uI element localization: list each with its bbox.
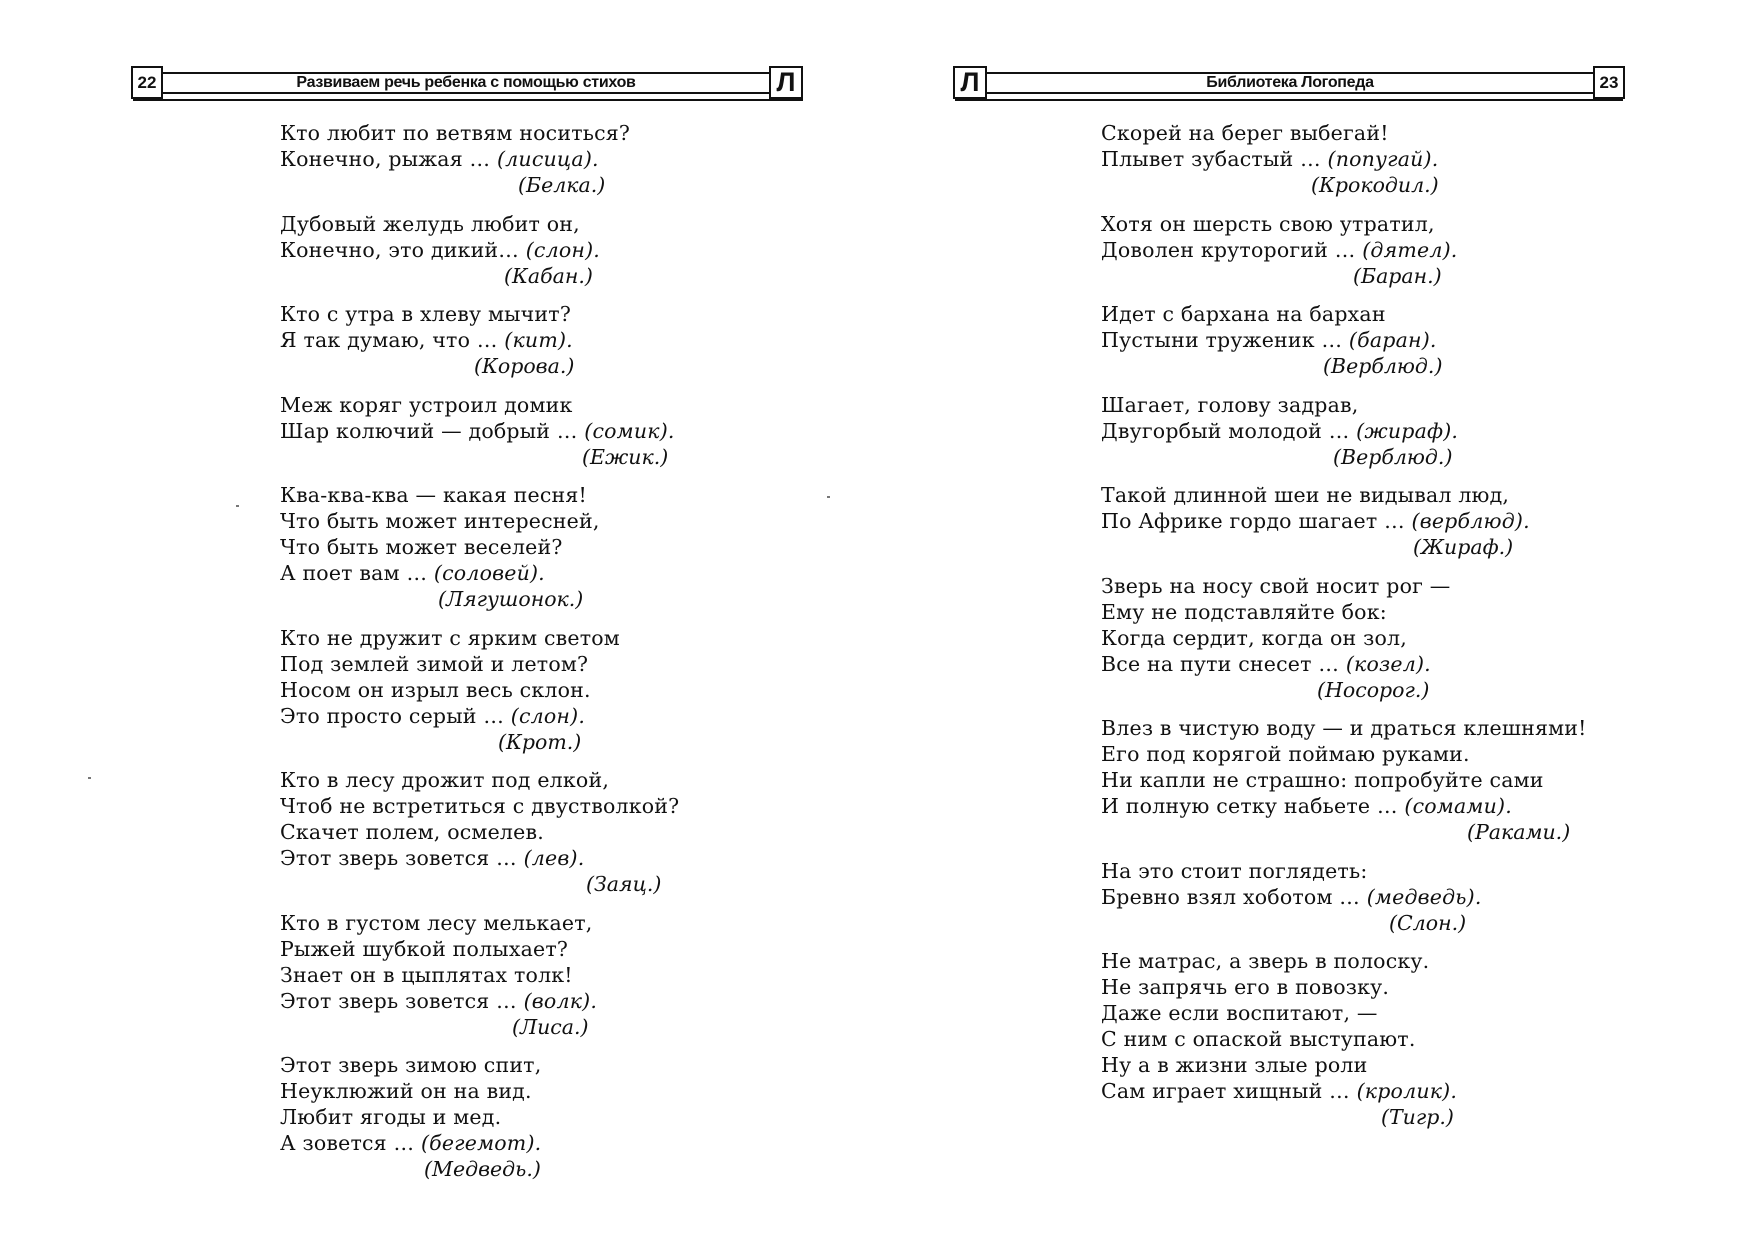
verse bbox=[1101, 573, 1701, 703]
verse-line: Кто в густом лесу мелькает, bbox=[280, 910, 593, 935]
verse-column bbox=[1101, 120, 1701, 1143]
verse-line bbox=[280, 146, 800, 172]
scan-speck bbox=[827, 496, 830, 498]
verse-line: Хотя он шерсть свою утратил, bbox=[1101, 211, 1435, 236]
verse bbox=[280, 910, 800, 1040]
verse-line: Чтоб не встретиться с двустволкой? bbox=[280, 794, 680, 818]
verse-line bbox=[280, 418, 800, 444]
verse-line-text: Пустыни труженик … bbox=[1101, 328, 1343, 352]
verse-line bbox=[280, 327, 800, 353]
verse-line bbox=[1101, 793, 1701, 819]
verse-answer: (Ежик.) bbox=[582, 444, 669, 469]
verse-line-text: Шар колючий — добрый … bbox=[280, 418, 578, 443]
verse bbox=[280, 120, 800, 198]
verse-answer: (Верблюд.) bbox=[1323, 354, 1443, 378]
verse bbox=[280, 1052, 800, 1182]
verse-line bbox=[280, 703, 800, 729]
verse-line: Что быть может веселей? bbox=[280, 535, 563, 559]
wrong-guess: (дятел). bbox=[1362, 237, 1458, 262]
page-number: 22 bbox=[131, 66, 163, 99]
verse-line-text: Конечно, это дикий… bbox=[280, 237, 519, 262]
verse bbox=[280, 392, 800, 470]
running-title: Развиваем речь ребенка с помощью стихов bbox=[163, 72, 769, 94]
verse-line bbox=[280, 845, 800, 871]
verse-line: Кто в лесу дрожит под елкой, bbox=[280, 768, 610, 792]
verse-line: С ним с опаской выступают. bbox=[1101, 1027, 1416, 1051]
verse-line: Кто любит по ветвям носиться? bbox=[280, 121, 631, 145]
verse-line: Рыжей шубкой полыхает? bbox=[280, 936, 569, 961]
verse-answer: (Верблюд.) bbox=[1333, 444, 1453, 469]
verse bbox=[1101, 120, 1701, 198]
verse bbox=[1101, 211, 1701, 289]
verse-line: Скорей на берег выбегай! bbox=[1101, 121, 1389, 145]
verse-line: Скачет полем, осмелев. bbox=[280, 820, 544, 844]
verse-line-text: Все на пути снесет … bbox=[1101, 651, 1340, 676]
verse-line: Знает он в цыплятах толк! bbox=[280, 962, 573, 987]
scan-speck bbox=[88, 777, 91, 779]
verse-line-text: По Африке гордо шагает … bbox=[1101, 509, 1405, 533]
verse-line bbox=[1101, 418, 1701, 444]
verse-line: Ква-ква-ква — какая песня! bbox=[280, 483, 587, 507]
wrong-guess: (слон). bbox=[510, 703, 586, 728]
verse-line-text: Плывет зубастый … bbox=[1101, 147, 1321, 171]
verse-line bbox=[280, 988, 800, 1014]
verse-answer: (Крокодил.) bbox=[1311, 173, 1439, 197]
verse-answer: (Заяц.) bbox=[586, 872, 662, 896]
verse bbox=[1101, 715, 1701, 845]
wrong-guess: (кролик). bbox=[1356, 1079, 1458, 1103]
verse-answer: (Лягушонок.) bbox=[438, 587, 584, 611]
verse-line: Что быть может интересней, bbox=[280, 509, 600, 533]
verse-answer: (Лиса.) bbox=[512, 1014, 589, 1039]
verse-line-text: Этот зверь зовется … bbox=[280, 988, 517, 1013]
verse-line: Такой длинной шеи не видывал люд, bbox=[1101, 483, 1510, 507]
right-page bbox=[877, 0, 1754, 1240]
verse-line: Не матрас, а зверь в полоску. bbox=[1101, 949, 1430, 973]
left-page-header bbox=[131, 66, 805, 101]
scan-speck bbox=[236, 505, 239, 507]
wrong-guess: (жираф). bbox=[1356, 418, 1459, 443]
verse-line-text: Конечно, рыжая … bbox=[280, 147, 491, 171]
verse-line-text: Бревно взял хоботом … bbox=[1101, 884, 1361, 909]
verse bbox=[1101, 392, 1701, 470]
verse-line: Его под корягой поймаю руками. bbox=[1101, 742, 1470, 766]
verse-answer: (Жираф.) bbox=[1413, 535, 1514, 559]
wrong-guess: (лев). bbox=[523, 846, 585, 870]
verse-line: Ну а в жизни злые роли bbox=[1101, 1053, 1368, 1077]
series-letter-logo: Л bbox=[769, 66, 803, 99]
verse-line: Ни капли не страшно: попробуйте сами bbox=[1101, 768, 1544, 792]
verse-line-text: А зовется … bbox=[280, 1131, 415, 1155]
verse-line: Кто не дружит с ярким светом bbox=[280, 625, 620, 650]
verse-line: Идет с бархана на бархан bbox=[1101, 302, 1386, 326]
verse-answer: (Раками.) bbox=[1467, 820, 1571, 844]
wrong-guess: (попугай). bbox=[1327, 147, 1439, 171]
verse-line: Шагает, голову задрав, bbox=[1101, 392, 1359, 417]
verse bbox=[280, 301, 800, 379]
verse-answer: (Слон.) bbox=[1389, 910, 1467, 935]
running-title: Библиотека Логопеда bbox=[987, 72, 1593, 94]
verse-line: Этот зверь зимою спит, bbox=[280, 1053, 542, 1077]
verse-line: Даже если воспитают, — bbox=[1101, 1001, 1378, 1025]
wrong-guess: (лисица). bbox=[496, 147, 599, 171]
wrong-guess: (сомами). bbox=[1404, 794, 1512, 818]
verse-line: Любит ягоды и мед. bbox=[280, 1105, 502, 1129]
right-page-header bbox=[953, 66, 1625, 101]
wrong-guess: (верблюд). bbox=[1411, 509, 1530, 533]
verse-line bbox=[1101, 237, 1701, 263]
header-shadow bbox=[133, 99, 803, 101]
wrong-guess: (бегемот). bbox=[420, 1131, 542, 1155]
verse-column bbox=[280, 120, 800, 1195]
verse-line bbox=[1101, 508, 1701, 534]
verse bbox=[1101, 301, 1701, 379]
verse-line-text: И полную сетку набьете … bbox=[1101, 794, 1398, 818]
verse bbox=[1101, 948, 1701, 1130]
verse-line-text: Я так думаю, что … bbox=[280, 328, 498, 352]
verse-answer: (Кабан.) bbox=[504, 263, 593, 288]
verse-line bbox=[1101, 884, 1701, 910]
verse-line bbox=[280, 560, 800, 586]
verse-line: Ему не подставляйте бок: bbox=[1101, 599, 1387, 624]
header-shadow bbox=[955, 99, 1623, 101]
verse-line: Кто с утра в хлеву мычит? bbox=[280, 302, 572, 326]
verse-line: Дубовый желудь любит он, bbox=[280, 211, 580, 236]
verse-answer: (Белка.) bbox=[518, 173, 606, 197]
verse-line: Под землей зимой и летом? bbox=[280, 651, 589, 676]
verse-answer: (Корова.) bbox=[474, 354, 575, 378]
verse bbox=[1101, 858, 1701, 936]
verse-line bbox=[1101, 1078, 1701, 1104]
verse-answer: (Крот.) bbox=[498, 729, 582, 754]
wrong-guess: (волк). bbox=[523, 988, 598, 1013]
wrong-guess: (сомик). bbox=[584, 418, 675, 443]
verse bbox=[280, 211, 800, 289]
verse-line: Меж коряг устроил домик bbox=[280, 392, 573, 417]
verse-answer: (Тигр.) bbox=[1381, 1105, 1454, 1129]
verse-line bbox=[280, 237, 800, 263]
verse-line: Не запрячь его в повозку. bbox=[1101, 975, 1390, 999]
verse bbox=[1101, 482, 1701, 560]
verse-line: Неуклюжий он на вид. bbox=[280, 1079, 532, 1103]
verse-line-text: Сам играет хищный … bbox=[1101, 1079, 1350, 1103]
verse-line-text: А поет вам … bbox=[280, 561, 428, 585]
verse bbox=[280, 625, 800, 755]
verse-line: На это стоит поглядеть: bbox=[1101, 858, 1368, 883]
verse-line: Зверь на носу свой носит рог — bbox=[1101, 573, 1451, 598]
series-letter-logo: Л bbox=[953, 66, 987, 99]
verse-line bbox=[1101, 651, 1701, 677]
verse-line-text: Двугорбый молодой … bbox=[1101, 418, 1350, 443]
wrong-guess: (медведь). bbox=[1366, 884, 1482, 909]
verse bbox=[280, 767, 800, 897]
wrong-guess: (козел). bbox=[1345, 651, 1431, 676]
verse-line bbox=[1101, 146, 1701, 172]
verse-line: Носом он изрыл весь склон. bbox=[280, 677, 591, 702]
verse bbox=[280, 482, 800, 612]
verse-line: Влез в чистую воду — и драться клешнями! bbox=[1101, 716, 1587, 740]
verse-line bbox=[1101, 327, 1701, 353]
wrong-guess: (баран). bbox=[1348, 328, 1437, 352]
verse-line-text: Это просто серый … bbox=[280, 703, 505, 728]
verse-line-text: Этот зверь зовется … bbox=[280, 846, 517, 870]
verse-answer: (Баран.) bbox=[1353, 263, 1442, 288]
wrong-guess: (слон). bbox=[525, 237, 601, 262]
verse-line: Когда сердит, когда он зол, bbox=[1101, 625, 1407, 650]
verse-line-text: Доволен круторогий … bbox=[1101, 237, 1356, 262]
page-number: 23 bbox=[1593, 66, 1625, 99]
wrong-guess: (кит). bbox=[504, 328, 573, 352]
verse-answer: (Носорог.) bbox=[1317, 677, 1430, 702]
wrong-guess: (соловей). bbox=[433, 561, 545, 585]
verse-line bbox=[280, 1130, 800, 1156]
verse-answer: (Медведь.) bbox=[424, 1157, 541, 1181]
